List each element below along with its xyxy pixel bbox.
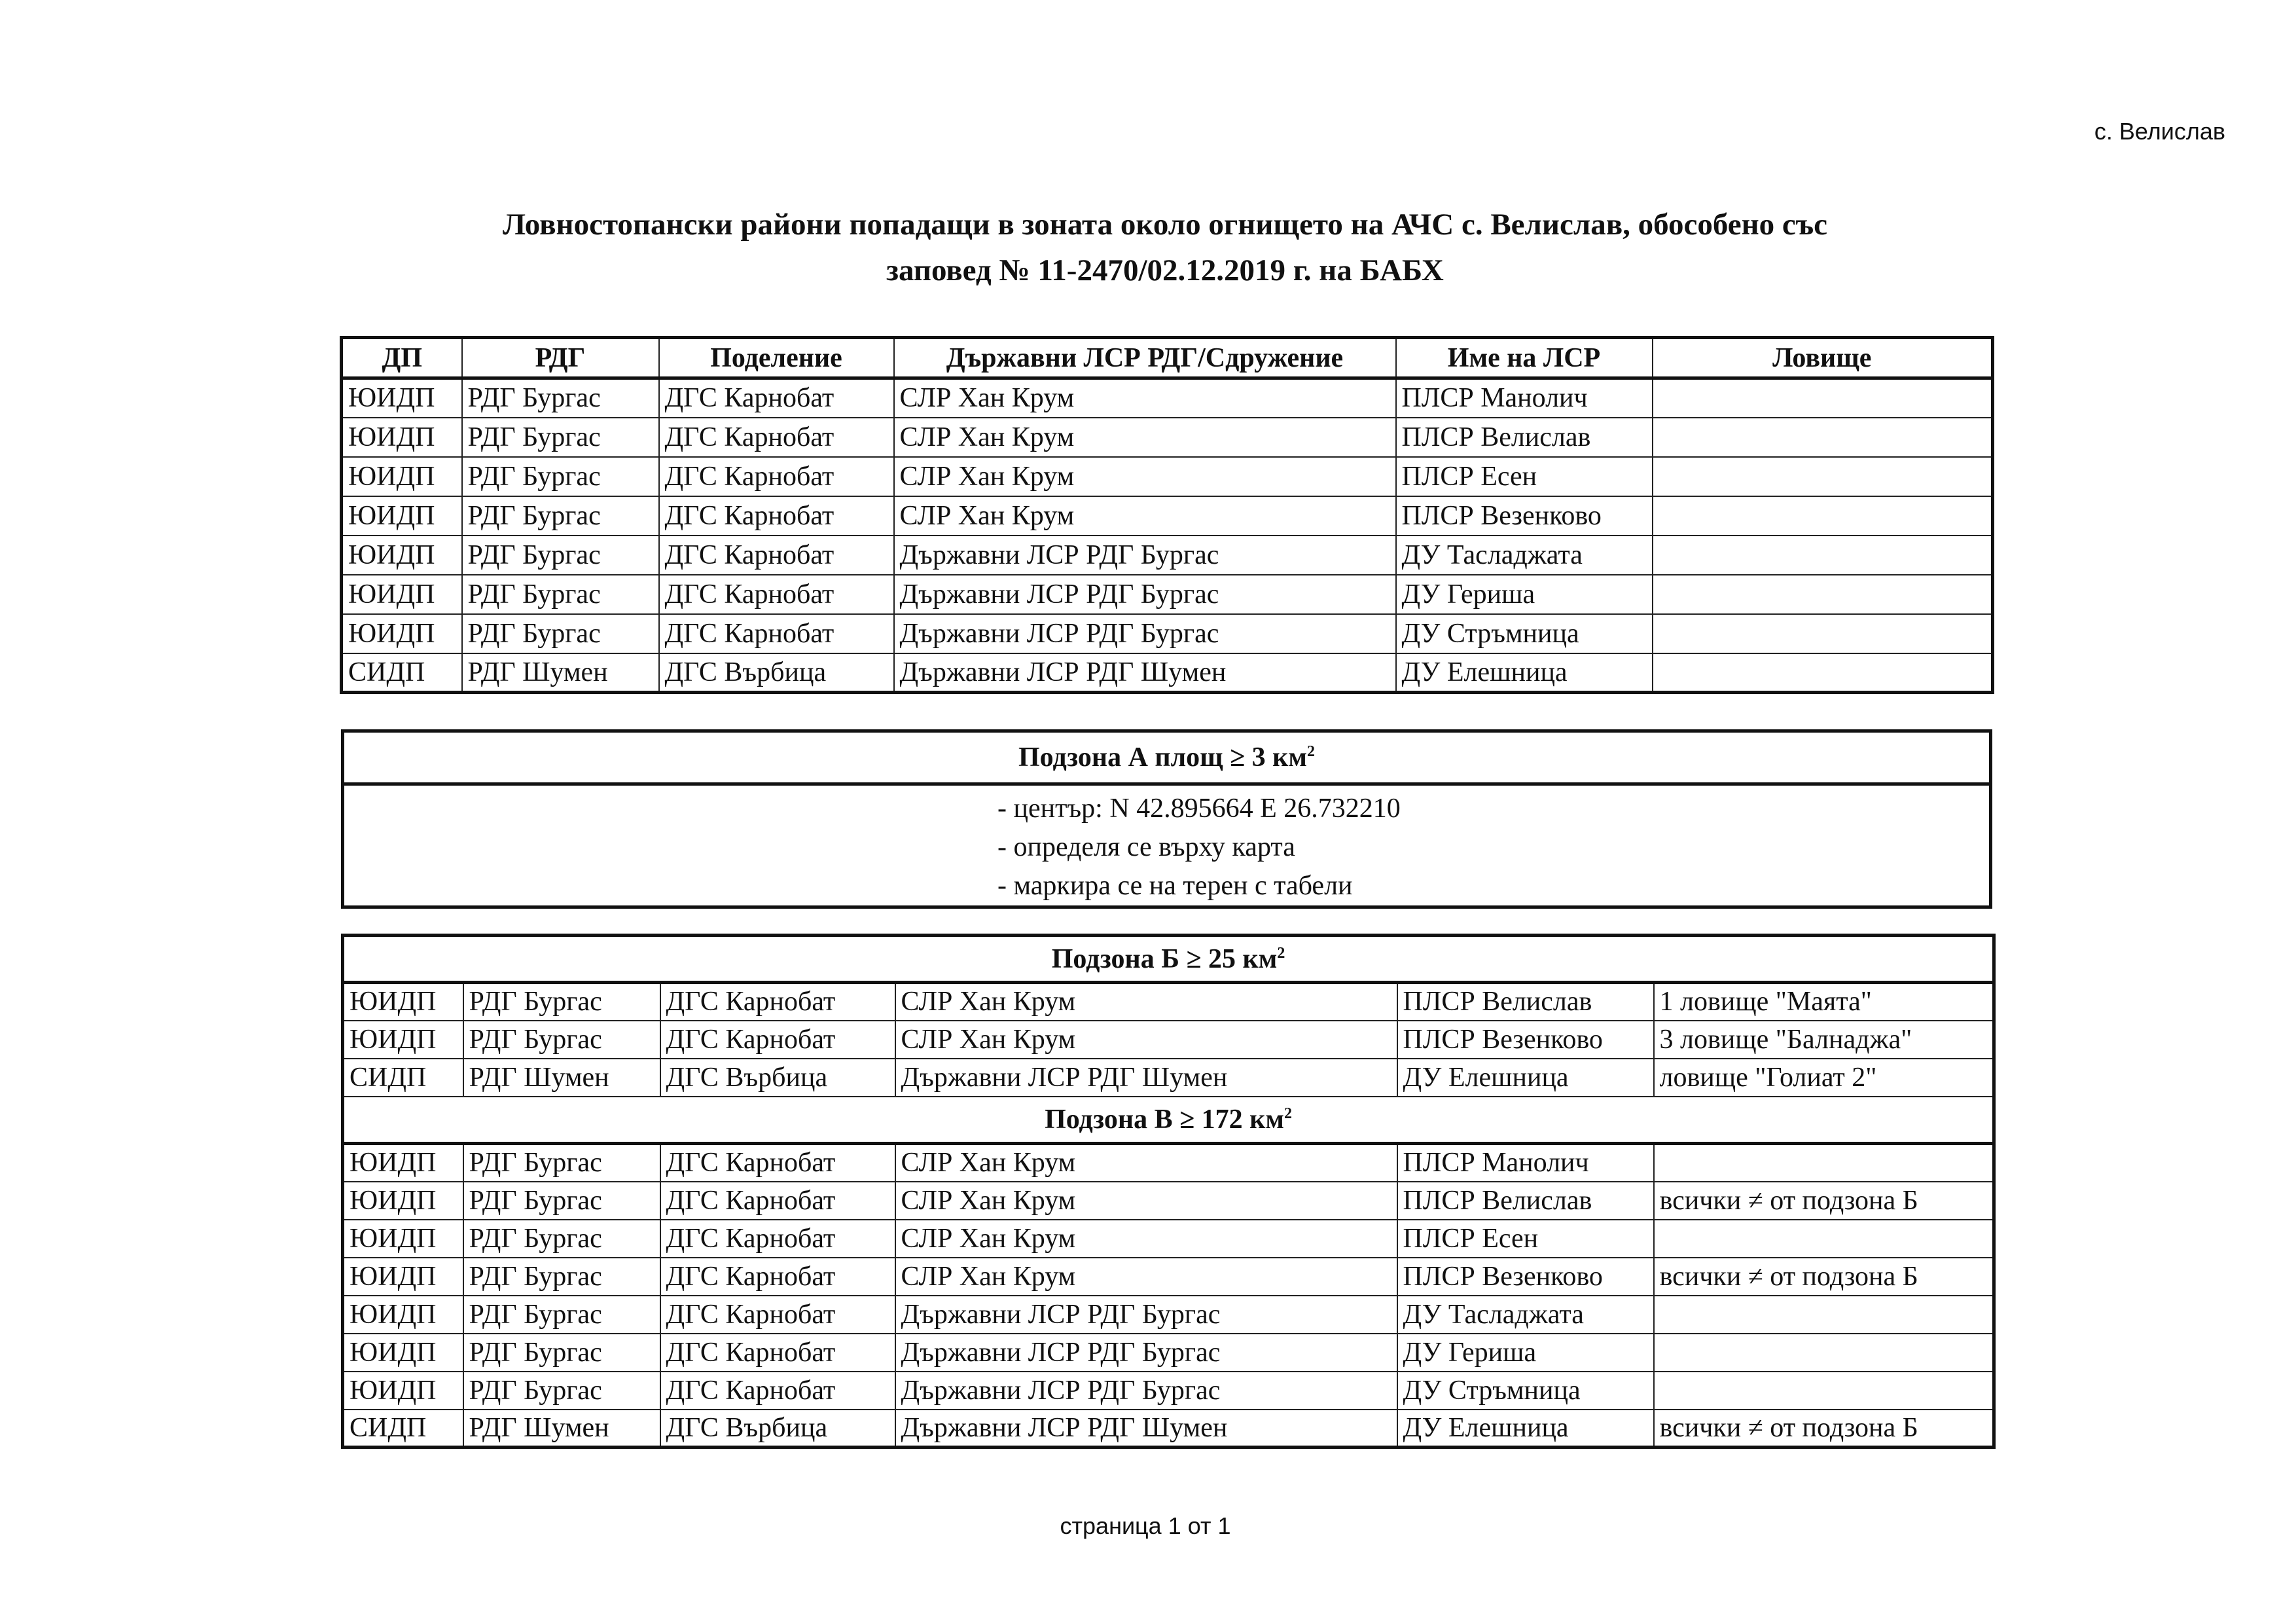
cell-rdg: РДГ Бургас bbox=[462, 614, 659, 653]
table-header-row bbox=[342, 338, 1993, 378]
cell-lsr-association: Държавни ЛСР РДГ Бургас bbox=[894, 614, 1396, 653]
table-row bbox=[342, 575, 1993, 614]
cell-lsr-association: Държавни ЛСР РДГ Бургас bbox=[894, 536, 1396, 575]
cell-rdg: РДГ Бургас bbox=[463, 983, 660, 1021]
cell-lsr-association: Държавни ЛСР РДГ Бургас bbox=[894, 575, 1396, 614]
column-header-rdg: РДГ bbox=[462, 338, 659, 378]
cell-rdg: РДГ Бургас bbox=[462, 575, 659, 614]
cell-podelenie: ДГС Карнобат bbox=[659, 418, 894, 457]
cell-dp: ЮИДП bbox=[343, 1220, 463, 1258]
column-header-dp: ДП bbox=[342, 338, 462, 378]
cell-podelenie: ДГС Карнобат bbox=[659, 614, 894, 653]
cell-rdg: РДГ Бургас bbox=[462, 457, 659, 496]
cell-lsr-association: Държавни ЛСР РДГ Бургас bbox=[895, 1296, 1397, 1334]
cell-rdg: РДГ Шумен bbox=[462, 653, 659, 693]
cell-lovishte bbox=[1654, 1334, 1994, 1372]
cell-dp: СИДП bbox=[343, 1410, 463, 1448]
cell-lovishte bbox=[1654, 1296, 1994, 1334]
cell-lsr-name: ДУ Гериша bbox=[1397, 1334, 1654, 1372]
cell-lsr-association: СЛР Хан Крум bbox=[895, 1182, 1397, 1220]
cell-rdg: РДГ Бургас bbox=[463, 1258, 660, 1296]
subzone-a-table bbox=[341, 729, 1992, 909]
cell-lsr-association: Държавни ЛСР РДГ Бургас bbox=[895, 1334, 1397, 1372]
cell-lsr-association: СЛР Хан Крум bbox=[894, 457, 1396, 496]
table-row bbox=[342, 614, 1993, 653]
cell-lsr-association: СЛР Хан Крум bbox=[894, 418, 1396, 457]
subzone-a-title: Подзона А площ ≥ 3 $км^2$ bbox=[343, 731, 1991, 784]
cell-podelenie: ДГС Върбица bbox=[659, 653, 894, 693]
table-row bbox=[343, 1296, 1994, 1334]
table-row bbox=[342, 496, 1993, 536]
subzone-b-title: Подзона Б ≥ 25 $км^2$ bbox=[343, 936, 1994, 983]
subzones-b-v-body bbox=[343, 936, 1994, 1448]
cell-lsr-name: ДУ Тасладжата bbox=[1396, 536, 1653, 575]
cell-rdg: РДГ Бургас bbox=[463, 1372, 660, 1410]
cell-lsr-association: Държавни ЛСР РДГ Шумен bbox=[895, 1410, 1397, 1448]
cell-lsr-association: СЛР Хан Крум bbox=[894, 378, 1396, 418]
title-line-1: Ловностопански райони попадащи в зоната около огнището на АЧС с. Велислав, обособено със bbox=[502, 208, 1828, 242]
cell-podelenie: ДГС Карнобат bbox=[659, 536, 894, 575]
cell-lsr-association: СЛР Хан Крум bbox=[895, 1220, 1397, 1258]
cell-podelenie: ДГС Карнобат bbox=[660, 1334, 895, 1372]
cell-lovishte: всички ≠ от подзона Б bbox=[1654, 1410, 1994, 1448]
cell-dp: ЮИДП bbox=[343, 1334, 463, 1372]
cell-rdg: РДГ Бургас bbox=[463, 1334, 660, 1372]
cell-lsr-name: ПЛСР Велислав bbox=[1397, 983, 1654, 1021]
cell-podelenie: ДГС Карнобат bbox=[660, 1144, 895, 1182]
subzone-v-title: Подзона В ≥ 172 $км^2$ bbox=[343, 1097, 1994, 1144]
cell-lsr-association: Държавни ЛСР РДГ Бургас bbox=[895, 1372, 1397, 1410]
cell-lovishte bbox=[1654, 1220, 1994, 1258]
cell-lovishte bbox=[1653, 575, 1993, 614]
cell-lovishte bbox=[1653, 457, 1993, 496]
cell-lsr-name: ДУ Елешница bbox=[1397, 1059, 1654, 1097]
cell-lsr-name: ПЛСР Везенково bbox=[1397, 1258, 1654, 1296]
table-row bbox=[343, 1334, 1994, 1372]
subzone-b-header-row bbox=[343, 936, 1994, 983]
cell-dp: ЮИДП bbox=[342, 575, 462, 614]
cell-lovishte bbox=[1654, 1372, 1994, 1410]
hunting-areas-table bbox=[340, 336, 1994, 694]
cell-lsr-name: ДУ Тасладжата bbox=[1397, 1296, 1654, 1334]
cell-dp: ЮИДП bbox=[343, 1258, 463, 1296]
table-row bbox=[343, 1182, 1994, 1220]
cell-lovishte bbox=[1653, 378, 1993, 418]
title-line-2: заповед № 11-2470/02.12.2019 г. на БАБХ bbox=[886, 253, 1444, 287]
column-header-lovishte: Ловище bbox=[1653, 338, 1993, 378]
cell-lsr-name: ПЛСР Везенково bbox=[1396, 496, 1653, 536]
cell-lsr-association: СЛР Хан Крум bbox=[895, 1258, 1397, 1296]
cell-podelenie: ДГС Върбица bbox=[660, 1059, 895, 1097]
cell-podelenie: ДГС Карнобат bbox=[659, 496, 894, 536]
cell-lovishte: всички ≠ от подзона Б bbox=[1654, 1258, 1994, 1296]
cell-lovishte bbox=[1654, 1144, 1994, 1182]
subzone-a-note: - маркира се на терен с табели bbox=[997, 871, 1353, 901]
subzone-a-note: - център: N 42.895664 E 26.732210 bbox=[997, 793, 1401, 824]
cell-dp: ЮИДП bbox=[342, 614, 462, 653]
table-row bbox=[342, 653, 1993, 693]
cell-lsr-name: ПЛСР Манолич bbox=[1396, 378, 1653, 418]
cell-dp: ЮИДП bbox=[343, 1296, 463, 1334]
cell-lsr-association: СЛР Хан Крум bbox=[895, 1021, 1397, 1059]
subzone-a-note: - определя се върху карта bbox=[997, 832, 1295, 862]
cell-lsr-association: Държавни ЛСР РДГ Шумен bbox=[895, 1059, 1397, 1097]
cell-lovishte: 3 ловище "Балнаджа" bbox=[1654, 1021, 1994, 1059]
cell-lovishte: ловище "Голиат 2" bbox=[1654, 1059, 1994, 1097]
cell-dp: ЮИДП bbox=[342, 457, 462, 496]
cell-lovishte bbox=[1653, 614, 1993, 653]
cell-lsr-name: ПЛСР Манолич bbox=[1397, 1144, 1654, 1182]
cell-rdg: РДГ Бургас bbox=[463, 1144, 660, 1182]
cell-lsr-association: Държавни ЛСР РДГ Шумен bbox=[894, 653, 1396, 693]
cell-lsr-name: ДУ Стръмница bbox=[1397, 1372, 1654, 1410]
cell-lsr-name: ДУ Елешница bbox=[1396, 653, 1653, 693]
cell-lsr-name: ПЛСР Везенково bbox=[1397, 1021, 1654, 1059]
cell-lsr-name: ПЛСР Велислав bbox=[1396, 418, 1653, 457]
cell-dp: СИДП bbox=[343, 1059, 463, 1097]
cell-rdg: РДГ Бургас bbox=[463, 1220, 660, 1258]
cell-lsr-name: ДУ Стръмница bbox=[1396, 614, 1653, 653]
cell-lsr-name: ПЛСР Есен bbox=[1397, 1220, 1654, 1258]
cell-lsr-name: ПЛСР Велислав bbox=[1397, 1182, 1654, 1220]
cell-rdg: РДГ Бургас bbox=[463, 1296, 660, 1334]
document-title bbox=[196, 202, 2134, 293]
cell-dp: ЮИДП bbox=[342, 378, 462, 418]
column-header-lsr-name: Име на ЛСР bbox=[1396, 338, 1653, 378]
column-header-podelenie: Поделение bbox=[659, 338, 894, 378]
table-row bbox=[343, 1144, 1994, 1182]
cell-dp: ЮИДП bbox=[342, 418, 462, 457]
cell-rdg: РДГ Бургас bbox=[462, 496, 659, 536]
table-row bbox=[342, 418, 1993, 457]
table-row bbox=[343, 1021, 1994, 1059]
cell-lovishte: 1 ловище "Маята" bbox=[1654, 983, 1994, 1021]
cell-dp: ЮИДП bbox=[343, 1021, 463, 1059]
cell-dp: ЮИДП bbox=[343, 983, 463, 1021]
subzone-v-header-row bbox=[343, 1097, 1994, 1144]
table-row bbox=[342, 378, 1993, 418]
subzones-b-v-table bbox=[341, 934, 1996, 1449]
cell-lsr-name: ДУ Гериша bbox=[1396, 575, 1653, 614]
cell-lsr-name: ДУ Елешница bbox=[1397, 1410, 1654, 1448]
cell-dp: ЮИДП bbox=[343, 1144, 463, 1182]
cell-rdg: РДГ Бургас bbox=[462, 378, 659, 418]
cell-lsr-name: ПЛСР Есен bbox=[1396, 457, 1653, 496]
cell-podelenie: ДГС Карнобат bbox=[660, 983, 895, 1021]
table-row bbox=[343, 1059, 1994, 1097]
cell-rdg: РДГ Бургас bbox=[463, 1182, 660, 1220]
cell-podelenie: ДГС Карнобат bbox=[660, 1021, 895, 1059]
cell-podelenie: ДГС Карнобат bbox=[660, 1258, 895, 1296]
cell-lovishte bbox=[1653, 653, 1993, 693]
cell-podelenie: ДГС Карнобат bbox=[659, 575, 894, 614]
column-header-lsr-association: Държавни ЛСР РДГ/Сдружение bbox=[894, 338, 1396, 378]
cell-lsr-association: СЛР Хан Крум bbox=[894, 496, 1396, 536]
table-row bbox=[343, 1220, 1994, 1258]
cell-podelenie: ДГС Карнобат bbox=[660, 1372, 895, 1410]
cell-rdg: РДГ Шумен bbox=[463, 1410, 660, 1448]
cell-lovishte bbox=[1653, 536, 1993, 575]
subzone-a-notes bbox=[343, 784, 1991, 907]
cell-rdg: РДГ Бургас bbox=[463, 1021, 660, 1059]
cell-rdg: РДГ Шумен bbox=[463, 1059, 660, 1097]
cell-podelenie: ДГС Карнобат bbox=[660, 1182, 895, 1220]
cell-podelenie: ДГС Карнобат bbox=[659, 457, 894, 496]
main-table-body bbox=[342, 378, 1993, 693]
cell-dp: ЮИДП bbox=[342, 496, 462, 536]
cell-lovishte: всички ≠ от подзона Б bbox=[1654, 1182, 1994, 1220]
cell-rdg: РДГ Бургас bbox=[462, 418, 659, 457]
cell-dp: СИДП bbox=[342, 653, 462, 693]
cell-lovishte bbox=[1653, 418, 1993, 457]
cell-dp: ЮИДП bbox=[343, 1372, 463, 1410]
cell-lsr-association: СЛР Хан Крум bbox=[895, 1144, 1397, 1182]
page-number: страница 1 от 1 bbox=[1060, 1512, 1231, 1539]
cell-podelenie: ДГС Карнобат bbox=[660, 1296, 895, 1334]
cell-lsr-association: СЛР Хан Крум bbox=[895, 983, 1397, 1021]
table-row bbox=[343, 1410, 1994, 1448]
table-row bbox=[342, 457, 1993, 496]
cell-podelenie: ДГС Върбица bbox=[660, 1410, 895, 1448]
cell-rdg: РДГ Бургас bbox=[462, 536, 659, 575]
table-row bbox=[343, 1258, 1994, 1296]
table-row bbox=[343, 983, 1994, 1021]
header-place: с. Велислав bbox=[2094, 118, 2225, 145]
cell-lovishte bbox=[1653, 496, 1993, 536]
cell-podelenie: ДГС Карнобат bbox=[659, 378, 894, 418]
cell-podelenie: ДГС Карнобат bbox=[660, 1220, 895, 1258]
cell-dp: ЮИДП bbox=[343, 1182, 463, 1220]
cell-dp: ЮИДП bbox=[342, 536, 462, 575]
table-row bbox=[342, 536, 1993, 575]
table-row bbox=[343, 1372, 1994, 1410]
